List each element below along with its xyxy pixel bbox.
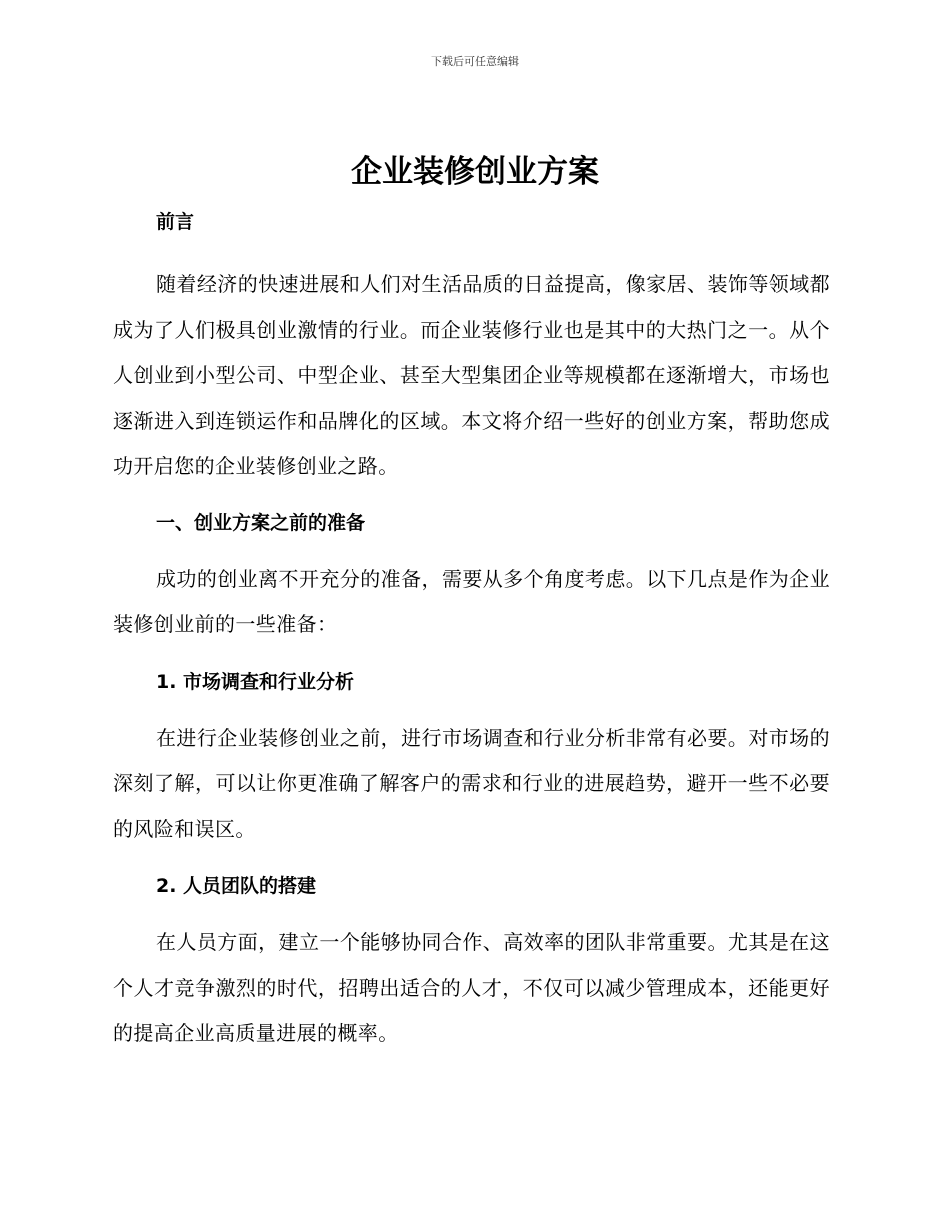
subheading-market-research: 1. 市场调查和行业分析 [156,670,355,693]
subheading-team-building: 2. 人员团队的搭建 [156,875,317,897]
paragraph-market-research: 在进行企业装修创业之前，进行市场调查和行业分析非常有必要。对市场的深刻了解，可以让你更准确了解客户的需求和行业的进展趋势，避开一些不必要的风险和误区。 [113,725,830,841]
section-heading-preparation: 一、创业方案之前的准备 [156,511,366,534]
paragraph-preparation: 成功的创业离不开充分的准备，需要从多个角度考虑。以下几点是作为企业装修创业前的一些准备： [113,566,830,636]
document-body [113,200,830,1057]
page-header-note: 下载后可任意编辑 [431,55,519,68]
section-heading-preface: 前言 [156,211,195,233]
paragraph-preface: 随着经济的快速进展和人们对生活品质的日益提高，像家居、装饰等领域都成为了人们极具创业激情的行业。而企业装修行业也是其中的大热门之一。从个人创业到小型公司、中型企业、甚至大型集团企业等规模都在逐渐增大，市场也逐渐进入到连锁运作和品牌化的区域。本文将介绍一些好的创业方案，帮助您成功开启您的企业装修创业之路。 [113,272,830,478]
paragraph-team-building: 在人员方面，建立一个能够协同合作、高效率的团队非常重要。尤其是在这个人才竞争激烈的时代，招聘出适合的人才，不仅可以减少管理成本，还能更好的提高企业高质量进展的概率。 [113,930,830,1045]
document-title: 企业装修创业方案 [351,154,599,190]
